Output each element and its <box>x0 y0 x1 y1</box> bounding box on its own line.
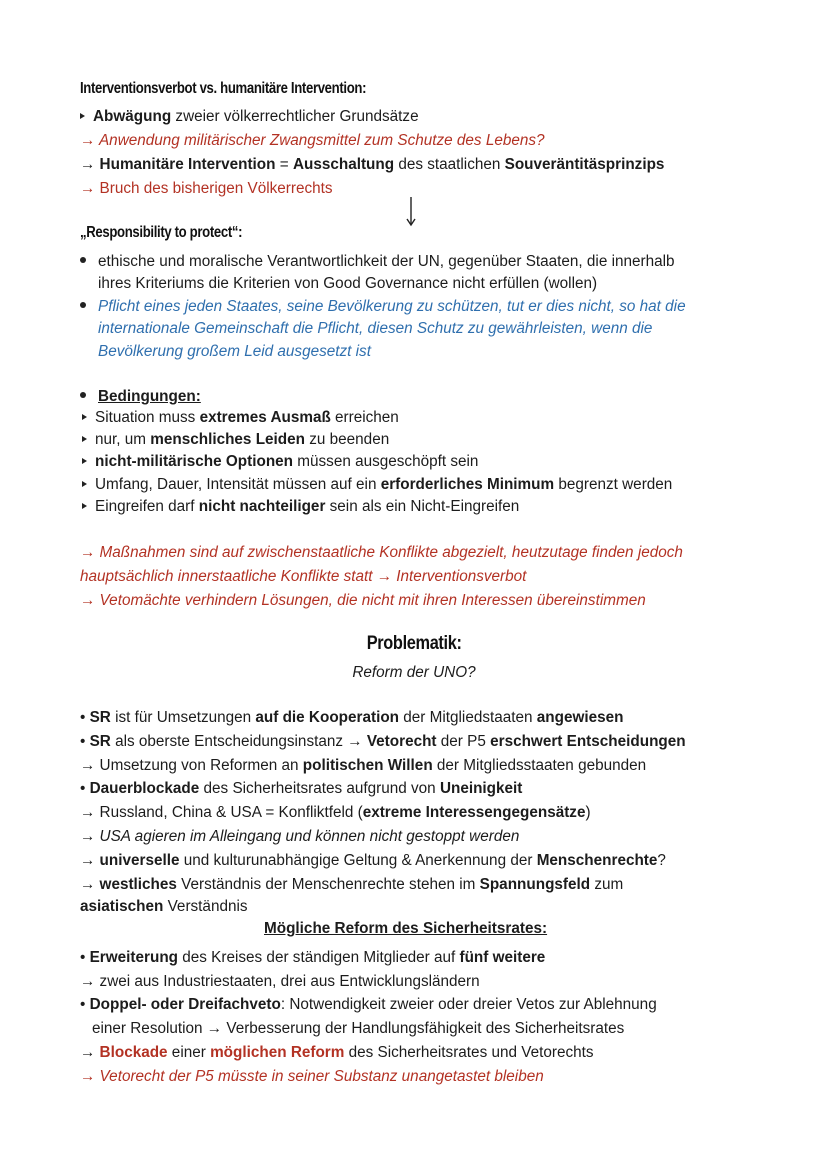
bold-text: Abwägung <box>93 108 172 125</box>
line-humanitaere-intervention <box>80 154 664 176</box>
text: Verständnis der Menschenrechte stehen im <box>176 876 480 893</box>
problem-8 <box>80 874 623 896</box>
text: zweier völkerrechtlicher Grundsätze <box>171 108 419 125</box>
text: Situation muss <box>95 409 200 426</box>
bold-text: universelle <box>99 852 180 869</box>
conditions-heading <box>80 386 201 408</box>
bold-text: Ausschaltung <box>292 156 395 173</box>
text: zum <box>590 876 624 893</box>
problem-2 <box>80 731 686 753</box>
remark-vetomaechte: → Vetomächte verhindern Lösungen, die nicht mit ihren Interessen übereinstimmen <box>80 592 646 609</box>
text: begrenzt werden <box>554 476 673 493</box>
bold-text: Dauerblockade <box>89 780 200 797</box>
subtitle-reform-uno: Reform der UNO? <box>352 664 476 681</box>
bullet-ethische <box>80 251 675 273</box>
problem-3 <box>80 755 646 777</box>
text: → <box>80 852 100 869</box>
problem-6: → USA agieren im Alleingang und können nicht gestoppt werden <box>80 828 520 845</box>
text: erreichen <box>330 409 399 426</box>
reform-2: → zwei aus Industriestaaten, drei aus Entwicklungsländern <box>80 973 480 990</box>
text: müssen ausgeschöpft sein <box>293 453 479 470</box>
problem-4 <box>80 778 522 800</box>
problematik-wrapper <box>0 632 828 656</box>
bold-text: westliches <box>99 876 177 893</box>
bullet-dot-icon <box>80 392 86 398</box>
bullet-dot-icon <box>80 302 86 308</box>
text: zu beenden <box>305 431 390 448</box>
bold-text: SR <box>89 709 111 726</box>
bold-text: SR <box>89 733 111 750</box>
problem-7 <box>80 850 666 872</box>
condition-2 <box>82 429 389 451</box>
bold-text: Vetorecht <box>366 733 437 750</box>
bullet-pflicht <box>80 296 686 318</box>
reform-3-cont: einer Resolution → Verbesserung der Handlungsfähigkeit des Sicherheitsrates <box>92 1020 625 1037</box>
text: als oberste Entscheidungsinstanz → <box>110 733 367 750</box>
triangle-bullet-icon <box>82 481 87 487</box>
text: = <box>275 156 293 173</box>
text: Umfang, Dauer, Intensität müssen auf ein <box>95 476 381 493</box>
triangle-bullet-icon <box>82 436 87 442</box>
bold-text: Uneinigkeit <box>439 780 523 797</box>
text: : Notwendigkeit zweier oder dreier Vetos zur Ablehnung <box>280 996 657 1013</box>
bold-text: nicht nachteiliger <box>198 498 326 515</box>
text: ) <box>585 804 591 821</box>
triangle-bullet-icon <box>82 414 87 420</box>
condition-1 <box>82 407 399 429</box>
problem-1 <box>80 707 623 729</box>
remark-massnahmen-cont: hauptsächlich innerstaatliche Konflikte statt → Interventionsverbot <box>80 568 527 585</box>
bold-text: erforderliches Minimum <box>380 476 555 493</box>
text: → <box>80 876 100 893</box>
text: und kulturunabhängige Geltung & Anerkennung der <box>179 852 537 869</box>
text: des Kreises der ständigen Mitglieder auf <box>178 949 460 966</box>
text: Eingreifen darf <box>95 498 199 515</box>
text: → Umsetzung von Reformen an <box>80 757 303 774</box>
reform-heading <box>264 918 547 940</box>
text: ? <box>657 852 666 869</box>
text: einer <box>167 1044 211 1061</box>
text: nur, um <box>95 431 151 448</box>
bold-text: politischen Willen <box>302 757 433 774</box>
line-zwangsmittel: → Anwendung militärischer Zwangsmittel zum Schutze des Lebens? <box>80 132 545 149</box>
line-bruch-voelkerrecht: → Bruch des bisherigen Völkerrechts <box>80 180 333 197</box>
reform-1 <box>80 947 545 969</box>
bold-text: Menschenrechte <box>536 852 658 869</box>
bullet-dot-icon: • <box>80 709 90 726</box>
section-title-interventionsverbot: Interventionsverbot vs. humanitäre Intervention: <box>80 80 367 97</box>
text: ethische und moralische Verantwortlichkeit der UN, gegenüber Staaten, die innerhalb <box>98 253 675 270</box>
line-abwaegung <box>80 106 419 128</box>
bold-text: extremes Ausmaß <box>199 409 331 426</box>
bold-text: erschwert Entscheidungen <box>490 733 686 750</box>
bold-text: fünf weitere <box>459 949 546 966</box>
section-title-r2p: „Responsibility to protect“: <box>80 224 243 241</box>
text: → <box>80 1044 100 1061</box>
text: ist für Umsetzungen <box>110 709 256 726</box>
bold-text: angewiesen <box>536 709 624 726</box>
bullet-dot-icon: • <box>80 949 90 966</box>
bold-text: Humanitäre Intervention <box>99 156 276 173</box>
text: Verständnis <box>163 898 248 915</box>
bold-text: menschliches Leiden <box>150 431 305 448</box>
problem-5 <box>80 802 591 824</box>
condition-5 <box>82 496 519 518</box>
bullet-ethische-cont: ihres Kriteriums die Kriterien von Good Governance nicht erfüllen (wollen) <box>98 275 598 292</box>
problem-9 <box>80 896 248 918</box>
condition-3 <box>82 451 478 473</box>
reform-4 <box>80 1042 594 1064</box>
reform-3 <box>80 994 657 1016</box>
text: der Mitgliedstaaten <box>399 709 537 726</box>
bold-text: Mögliche Reform des Sicherheitsrates: <box>264 920 548 937</box>
text: des Sicherheitsrates aufgrund von <box>199 780 440 797</box>
reform-5: → Vetorecht der P5 müsste in seiner Substanz unangetastet bleiben <box>80 1068 544 1085</box>
bold-text: auf die Kooperation <box>255 709 400 726</box>
bold-text: nicht-militärische Optionen <box>95 453 294 470</box>
remark-massnahmen: → Maßnahmen sind auf zwischenstaatliche Konflikte abgezielt, heutzutage finden jedoch <box>80 544 683 561</box>
bullet-dot-icon <box>80 257 86 263</box>
triangle-bullet-icon <box>82 458 87 464</box>
section-title-problematik: Problematik: <box>366 633 462 654</box>
down-arrow-icon <box>405 196 417 228</box>
bold-text: Spannungsfeld <box>479 876 591 893</box>
bullet-dot-icon: • <box>80 780 90 797</box>
triangle-bullet-icon <box>80 113 85 119</box>
bold-text: Erweiterung <box>89 949 179 966</box>
arrow-icon: → <box>80 156 100 173</box>
text: sein als ein Nicht-Eingreifen <box>325 498 520 515</box>
bold-text: Bedingungen: <box>98 388 201 405</box>
bold-text: extreme Interessengegensätze <box>362 804 586 821</box>
bullet-pflicht-cont2: Bevölkerung großem Leid ausgesetzt ist <box>98 343 371 360</box>
bold-text: Blockade <box>99 1044 168 1061</box>
bullet-dot-icon: • <box>80 996 90 1013</box>
bullet-pflicht-cont1: internationale Gemeinschaft die Pflicht, diesen Schutz zu gewährleisten, wenn die <box>98 320 653 337</box>
text: des Sicherheitsrates und Vetorechts <box>344 1044 594 1061</box>
bold-text: möglichen Reform <box>210 1044 345 1061</box>
text: der P5 <box>436 733 491 750</box>
text: des staatlichen <box>394 156 505 173</box>
bold-text: Doppel- oder Dreifachveto <box>89 996 281 1013</box>
triangle-bullet-icon <box>82 503 87 509</box>
text: der Mitgliedsstaaten gebunden <box>432 757 647 774</box>
bullet-dot-icon: • <box>80 733 90 750</box>
text: → Russland, China & USA = Konfliktfeld ( <box>80 804 363 821</box>
text: Pflicht eines jeden Staates, seine Bevölkerung zu schützen, tut er dies nicht, so hat die <box>98 298 686 315</box>
bold-text: asiatischen <box>80 898 164 915</box>
bold-text: Souveräntitäsprinzips <box>504 156 665 173</box>
condition-4 <box>82 474 672 496</box>
